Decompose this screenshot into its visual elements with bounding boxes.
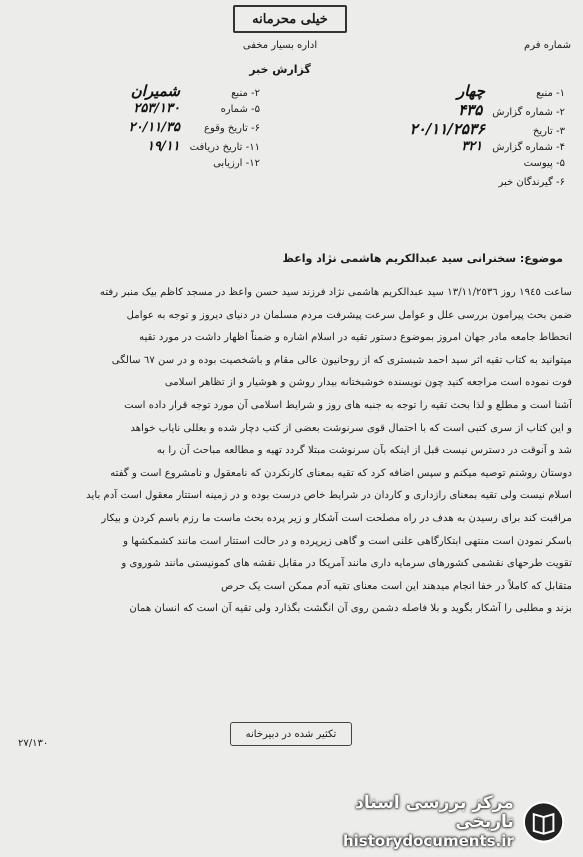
body-line: ضمن بحث پیرامون بررسی علل و عوامل سرعت پیشرفت مردم مسلمان در دنیای دیروز و توجه به عوامل [126, 309, 572, 321]
header-value: ۲۵۳/۱۳۰ [133, 101, 180, 116]
body-line: متقابل که کاملاً در خفا انجام میدهند این است معنای تقیه آدم ممکن است یک حرص [221, 580, 572, 592]
form-number-label: شماره فرم [524, 40, 571, 51]
page-number: ٢٧/١٣٠ [18, 738, 49, 749]
header-label: ۶- تاریخ وقوع [204, 123, 260, 134]
watermark-text [295, 794, 514, 850]
header-value: ۲۰/۱۱/۲۵۳۶ [409, 120, 485, 138]
body-line: میتوانید به کتاب تقیه اثر سید احمد شبستری که از روحانیون عالی مقام و باشخصیت بوده و در سن ٦٧ سالگی [111, 354, 572, 366]
header-value: چهار [456, 82, 485, 100]
body-line: اسلام نیست ولی تقیه بمعنای رازداری و کاردان در شرایط خاص درست بوده و در زمینه استتار معقول است آدم باید [86, 490, 572, 502]
header-row [10, 120, 260, 139]
body-line: تقویت طرحهای نقشمی کشورهای سرمایه داری مانند آمریکا در مقابل نقشه های کمونیستی مانند شوروی و [121, 558, 572, 570]
body-line: شد و آنوقت در دسترس نیست قبل از اینکه بآن سرنوشت مبتلا گردد تهیه و مطالعه مباحث آن را به [156, 445, 572, 457]
header-row [335, 139, 565, 158]
report-body [12, 282, 572, 621]
header-label: ١٢- ارزیابی [213, 158, 260, 169]
duplication-stamp [230, 722, 352, 746]
department-line: اداره بسیار مخفی [242, 40, 318, 51]
body-line: دوستان روشنم توصیه میکنم و سپس اضافه کرد که تقیه بمعنای کارنکردن که نامعقول و نامشروع است و گفته [110, 467, 572, 479]
header-label: ۵- شماره [220, 104, 260, 115]
header-value: ۴۳۵ [458, 101, 483, 119]
body-line: انحطاط جامعه مادر جهان امروز بموضوع دستور تقیه در اسلام اشاره و ضمناً اظهار داشت در مورد تقیه [139, 332, 572, 344]
header-row [10, 82, 260, 101]
header-label: ١١- تاریخ دریافت [189, 142, 260, 153]
header-row [10, 139, 260, 158]
header-label: ٢- منبع [231, 88, 260, 99]
duplication-stamp-text: تکثیر شده در دبیرخانه [245, 728, 337, 740]
header-row [335, 158, 565, 177]
watermark-url: historydocuments.ir [342, 831, 514, 850]
body-line: ساعت ١٩٤٥ روز ١٣/١١/٢٥٣٦ سید عبدالکریم هاشمی نژاد فرزند سید حسن واعظ در مسجد کاظم بیک منبر رفته [99, 287, 572, 298]
body-line: بزند و مطلبی را آشکار بگوید و بلا فاصله دشمن روی آن انگشت بگذارد ولی تقیه آن است که انسان همان [129, 603, 572, 615]
header-row [335, 120, 565, 139]
document-type: گزارش خبر [249, 63, 311, 76]
watermark [295, 792, 565, 850]
header-fields-left [10, 82, 260, 177]
header-value: ۲۰/۱۱/۳۵ [128, 120, 180, 135]
body-line: آشنا است و مطلع و لذا بحث تقیه را توجه به جنبه های روز و شرایط اسلامی آن مورد توجه قرار داده است [124, 399, 572, 411]
body-line: باسکر نمودن است منتهی ابتکارگاهی علنی است و گاهی زیرپرده و در حالت استتار است مانند کشمکشها و [123, 535, 572, 547]
header-value: ۱۹/۱۱ [146, 139, 180, 154]
watermark-title: مرکز بررسی اسناد تاریخی [355, 792, 514, 833]
header-value: ۳۲۱ [461, 139, 483, 154]
header-value: شمیران [130, 82, 180, 100]
classification-stamp [233, 5, 347, 33]
header-row [335, 101, 565, 120]
header-label: ۶- گیرندگان خبر [498, 177, 565, 188]
document-book-icon [522, 800, 565, 844]
header-row [10, 101, 260, 120]
header-label: ۴- شماره گزارش [492, 142, 565, 153]
header-label: ١- منبع [536, 88, 565, 99]
body-line: فوت نموده است مراجعه کنید چون نویسنده خوشبختانه بیدار روشن و هوشیار و از تظاهر اسلامی [164, 377, 572, 389]
classification-text: خیلی محرمانه [252, 11, 328, 27]
header-label: ٢- شماره گزارش [492, 107, 565, 118]
header-row [335, 82, 565, 101]
header-fields-right [335, 82, 565, 196]
header-row [10, 158, 260, 177]
body-line: و این کتاب از سری کتبی است که با احتمال قوی سرنوشت بعضی از کتب دچار شده و بعللی نایاب خواهد [130, 422, 572, 434]
header-label: ۵- پیوست [523, 158, 565, 169]
subject-line: موضوع: سخنرانی سید عبدالکریم هاشمی نژاد واعظ [282, 252, 563, 265]
header-row [335, 177, 565, 196]
header-label: ٣- تاریخ [532, 126, 565, 137]
body-line: مراقبت کند برای رسیدن به هدف در راه مصلحت است آشکار و زیر پرده بحث ماست ما رزم باسم کردن و بیکار [101, 512, 572, 524]
